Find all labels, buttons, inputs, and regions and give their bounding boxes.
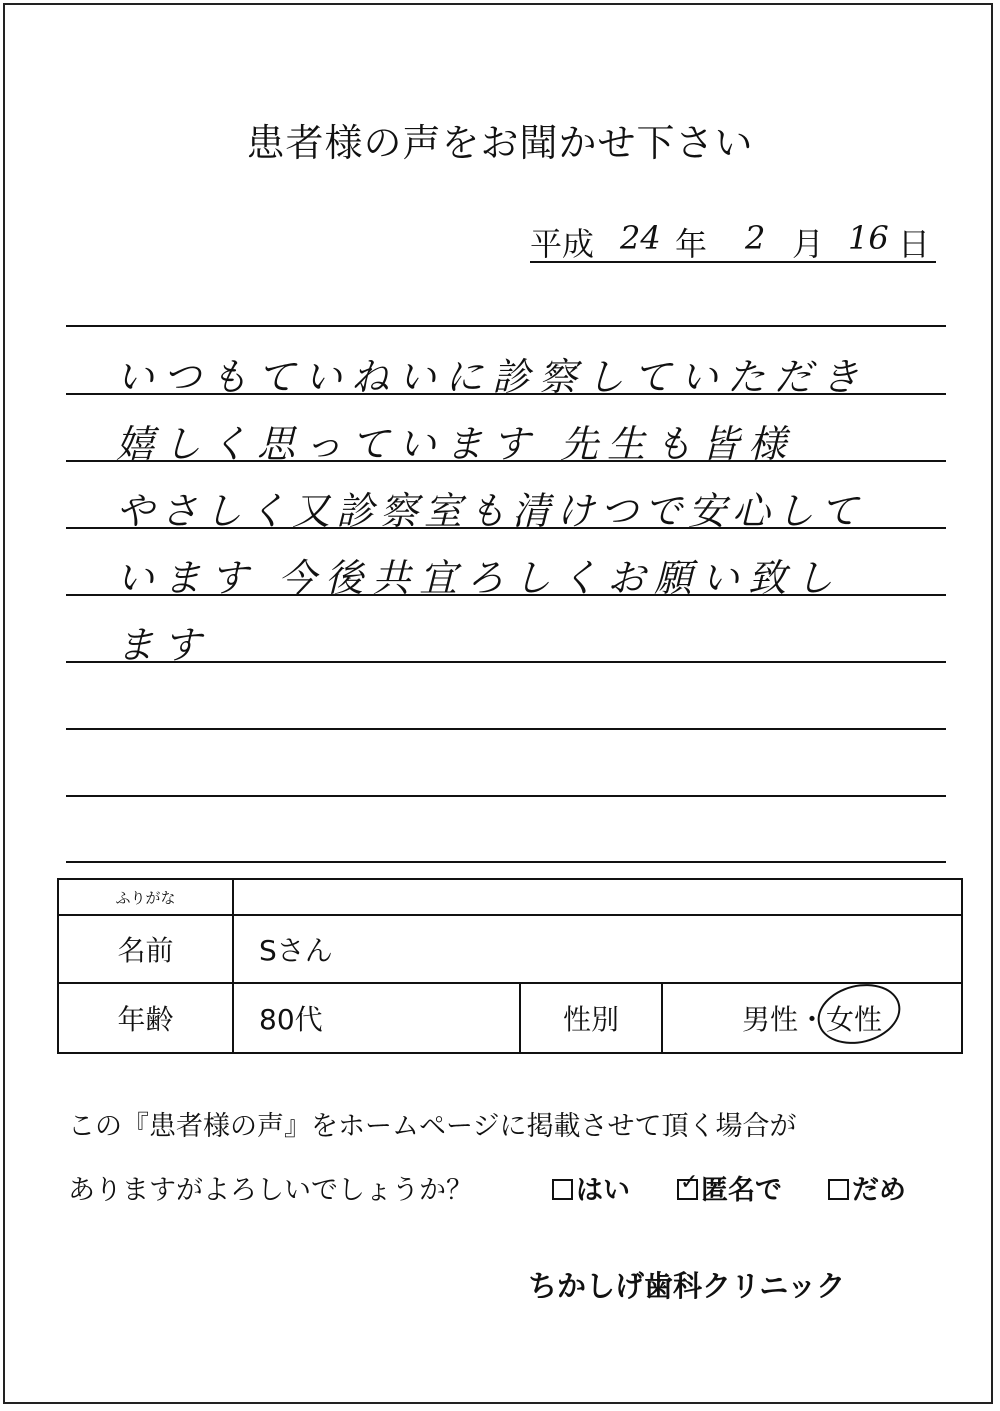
option-no[interactable] — [828, 1168, 906, 1207]
option-anonymous-label: 匿名で — [701, 1175, 782, 1206]
check-mark-icon: ✓ — [680, 1170, 699, 1195]
page-title: 患者様の声をお聞かせ下さい — [246, 121, 754, 165]
comment-line-1: いつもていねいに診察していただき — [116, 355, 869, 399]
date-era: 平成 — [530, 225, 595, 263]
comment-line-5: ます — [116, 623, 211, 667]
consent-question-line-2: ありますがよろしいでしょうか？ — [68, 1175, 473, 1206]
name-value: Sさん — [259, 934, 333, 967]
gender-options — [663, 984, 961, 1052]
comment-line-4: います 今後共宜ろしくお願い致し — [116, 556, 843, 600]
gender-label: 性別 — [562, 1003, 619, 1036]
option-anonymous[interactable] — [677, 1168, 782, 1207]
ruled-line — [66, 861, 946, 863]
checkbox-yes[interactable] — [552, 1179, 573, 1200]
date-day-unit: 日 — [898, 225, 931, 263]
date-year-unit: 年 — [675, 225, 708, 263]
date-month-unit: 月 — [792, 225, 825, 263]
name-label: 名前 — [117, 934, 174, 967]
option-no-label: だめ — [852, 1175, 906, 1206]
age-label: 年齢 — [117, 1003, 174, 1036]
furigana-value — [234, 880, 961, 914]
ruled-line — [66, 325, 946, 327]
furigana-label: ふりがな — [115, 888, 176, 907]
checkbox-anonymous[interactable] — [677, 1170, 699, 1200]
date-month: 2 — [745, 219, 766, 257]
age-value: 80代 — [259, 1003, 323, 1036]
consent-question-line-1: この『患者様の声』をホームページに掲載させて頂く場合が — [68, 1111, 797, 1142]
date-field — [530, 213, 936, 263]
comment-line-3: やさしく又診察室も清けつで安心して — [116, 489, 865, 533]
ruled-line — [66, 728, 946, 730]
option-yes[interactable] — [552, 1168, 630, 1207]
gender-male: 男性 — [741, 1003, 798, 1036]
option-yes-label: はい — [576, 1175, 630, 1206]
ruled-line — [66, 795, 946, 797]
clinic-name: ちかしげ歯科クリニック — [528, 1269, 846, 1303]
gender-separator: ・ — [797, 1003, 826, 1036]
date-year: 24 — [620, 219, 661, 257]
comment-line-2: 嬉しく思っています 先生も皆様 — [116, 422, 796, 466]
date-day: 16 — [848, 219, 889, 257]
checkbox-no[interactable] — [828, 1179, 849, 1200]
gender-female: 女性 — [826, 1003, 883, 1036]
